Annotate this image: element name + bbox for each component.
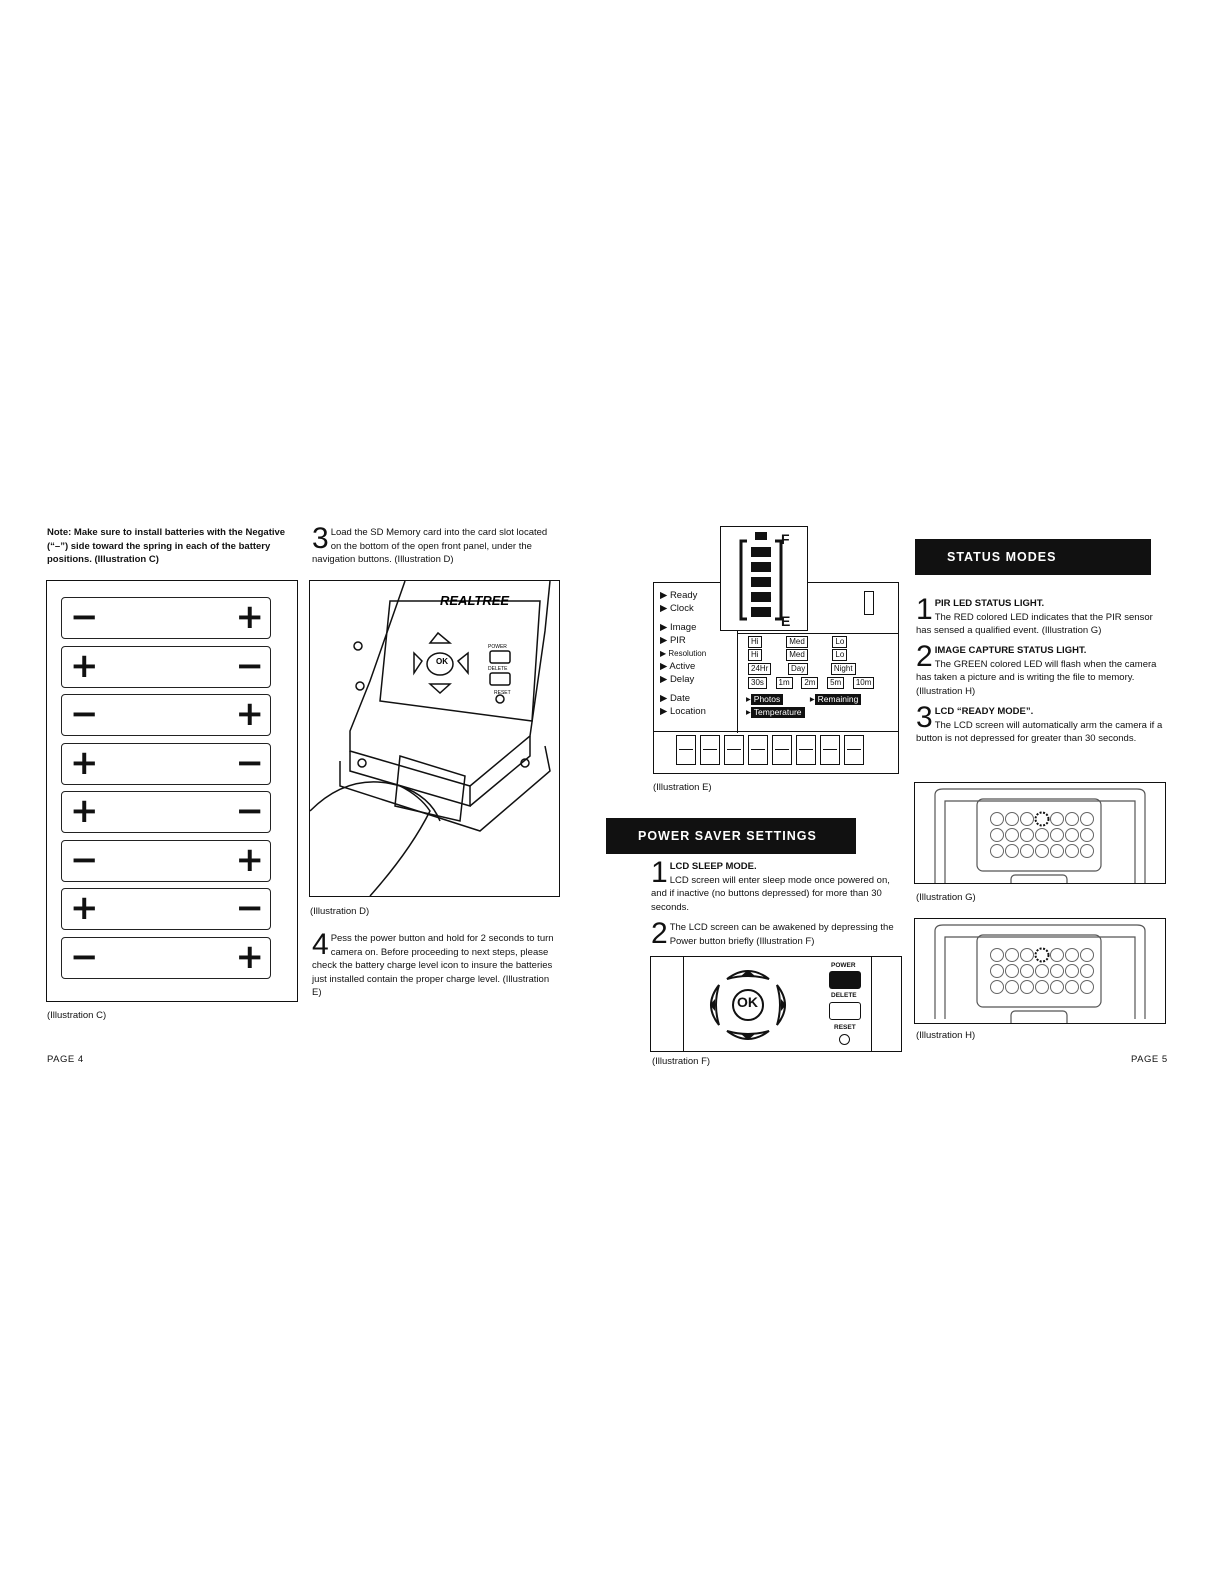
step-heading: PIR LED STATUS LIGHT.	[934, 598, 1045, 609]
ir-led-icon	[991, 949, 1004, 962]
lcd-pir-options	[748, 635, 847, 648]
ok-button-label: OK	[737, 994, 758, 1010]
lcd-photos-remaining: ▸ Photos ▸ Remaining	[746, 693, 861, 706]
delay-5m: 5m	[827, 677, 844, 689]
lcd-label-date: ▶ Date	[660, 693, 691, 704]
pir-med: Med	[786, 636, 808, 648]
temperature-indicator: Temperature	[751, 707, 805, 718]
lcd-delay-options	[748, 676, 874, 689]
reset-button	[839, 1034, 850, 1045]
step-number: 3	[916, 701, 933, 734]
step-number: 4	[312, 928, 329, 961]
battery-empty-label: E	[781, 613, 791, 629]
negative-terminal-label: −	[235, 888, 264, 928]
negative-terminal-label: −	[70, 936, 99, 977]
illustration-c-battery-compartment	[46, 580, 298, 1002]
lcd-label-column	[660, 589, 706, 718]
positive-terminal-label: +	[235, 839, 264, 880]
status-step-3	[916, 701, 1166, 746]
step-heading: LCD SLEEP MODE.	[669, 861, 757, 872]
ir-led-icon	[1006, 981, 1019, 994]
lcd-label-pir: ▶ PIR	[660, 635, 686, 646]
remaining-indicator: Remaining	[815, 694, 862, 705]
ir-led-icon	[1066, 965, 1079, 978]
delay-10m: 10m	[853, 677, 875, 689]
ir-led-icon	[1021, 829, 1034, 842]
delete-label: DELETE	[488, 666, 508, 672]
power-label: POWER	[488, 644, 507, 650]
step-text: The LCD screen will automatically arm the camera if a button is not depressed for greater than 30 seconds.	[916, 719, 1163, 744]
status-led-icon	[1036, 949, 1049, 962]
lcd-label-delay: ▶ Delay	[660, 674, 695, 685]
step-4-power-on	[312, 928, 556, 1000]
battery-slot	[61, 888, 271, 930]
ir-led-icon	[1051, 845, 1064, 858]
delete-button-label: DELETE	[831, 992, 857, 999]
ir-led-icon	[1006, 845, 1019, 858]
active-day: Day	[788, 663, 808, 675]
res-hi: Hi	[748, 649, 762, 661]
small-battery-icon	[864, 591, 874, 615]
caption-illustration-h: (Illustration H)	[916, 1030, 976, 1041]
ir-led-icon	[1036, 845, 1049, 858]
negative-terminal-label: −	[70, 597, 99, 637]
ir-led-icon	[1081, 949, 1094, 962]
ir-led-icon	[1066, 981, 1079, 994]
delete-button	[829, 1002, 861, 1020]
delay-1m: 1m	[776, 677, 793, 689]
lcd-label-active: ▶ Active	[660, 661, 696, 672]
illustration-d-sd-card	[309, 580, 560, 897]
status-modes-heading: STATUS MODES	[915, 539, 1151, 575]
positive-terminal-label: +	[235, 936, 264, 977]
negative-terminal-label: −	[235, 742, 264, 783]
illustration-g-pir-led	[914, 782, 1166, 884]
step-text: Load the SD Memory card into the card slot located on the bottom of the open front panel, under the navigation buttons. (Illustration D)	[312, 527, 548, 565]
lcd-label-resolution: ▶ Resolution	[660, 649, 707, 658]
power-button	[829, 971, 861, 989]
battery-slot	[61, 646, 271, 688]
negative-terminal-label: −	[70, 694, 99, 734]
power-saver-settings-heading: POWER SAVER SETTINGS	[606, 818, 856, 854]
illustration-h-capture-led	[914, 918, 1166, 1024]
step-text: The GREEN colored LED will flash when the camera has taken a picture and is writing the file to memory. (Illustration H)	[916, 658, 1157, 697]
ir-led-icon	[1006, 949, 1019, 962]
ir-led-icon	[1066, 845, 1079, 858]
battery-slot	[61, 840, 271, 882]
lcd-label-ready: ▶ Ready	[660, 590, 698, 601]
delay-30s: 30s	[748, 677, 767, 689]
step-number: 1	[916, 593, 933, 626]
step-3-load-sd	[312, 522, 552, 567]
ir-led-icon	[991, 965, 1004, 978]
ir-led-icon	[1006, 813, 1019, 826]
ir-led-icon	[1036, 965, 1049, 978]
caption-illustration-d: (Illustration D)	[310, 906, 370, 917]
lcd-resolution-options	[748, 648, 847, 661]
step-number: 3	[312, 522, 329, 555]
step-text: The RED colored LED indicates that the PIR sensor has sensed a qualified event. (Illustration G)	[916, 611, 1153, 636]
ir-led-icon	[1051, 829, 1064, 842]
pir-lo: Lo	[832, 636, 847, 648]
illustration-f-button-panel	[650, 956, 902, 1052]
lcd-temperature: ▸ Temperature	[746, 706, 805, 719]
battery-slot	[61, 597, 271, 639]
power-saver-step-1	[651, 856, 901, 914]
res-med: Med	[786, 649, 808, 661]
ir-led-icon	[991, 829, 1004, 842]
battery-slot	[61, 743, 271, 785]
positive-terminal-label: +	[70, 645, 99, 686]
realtree-logo: REALTREE	[440, 593, 510, 608]
ir-led-icon	[1051, 949, 1064, 962]
ir-led-icon	[1051, 981, 1064, 994]
step-number: 2	[916, 640, 933, 673]
battery-slot	[61, 937, 271, 979]
pir-hi: Hi	[748, 636, 762, 648]
lcd-label-image: ▶ Image	[660, 622, 697, 633]
ir-led-icon	[1066, 949, 1079, 962]
positive-terminal-label: +	[70, 742, 99, 783]
step-heading: LCD “READY MODE”.	[934, 706, 1034, 717]
reset-button-label: RESET	[834, 1024, 856, 1031]
camera-sd-card-drawing	[310, 581, 559, 896]
step-text: Pess the power button and hold for 2 seconds to turn camera on. Before proceeding to next steps, please check the battery charge level icon to insure the batteries just installed contain the proper charge level. (Illustration E)	[312, 933, 554, 998]
res-lo: Lo	[832, 649, 847, 661]
ir-led-icon	[1021, 949, 1034, 962]
ir-led-icon	[1036, 981, 1049, 994]
negative-terminal-label: −	[70, 839, 99, 880]
ir-led-icon	[1021, 845, 1034, 858]
page-number-right: PAGE 5	[1131, 1054, 1168, 1065]
ir-led-icon	[1081, 829, 1094, 842]
status-step-1	[916, 593, 1166, 638]
led-panel-drawing-h	[915, 919, 1165, 1023]
battery-level-icon	[721, 527, 807, 630]
ir-led-icon	[1081, 813, 1094, 826]
ir-led-icon	[1021, 981, 1034, 994]
page-number-left: PAGE 4	[47, 1054, 84, 1065]
active-night: Night	[831, 663, 856, 675]
led-panel-drawing-g	[915, 783, 1165, 883]
positive-terminal-label: +	[70, 791, 99, 831]
battery-slot	[61, 791, 271, 833]
negative-terminal-label: −	[235, 791, 264, 831]
ir-led-icon	[1051, 965, 1064, 978]
negative-terminal-label: −	[235, 645, 264, 686]
step-heading: IMAGE CAPTURE STATUS LIGHT.	[934, 645, 1087, 656]
status-step-2	[916, 640, 1166, 698]
battery-level-callout	[720, 526, 808, 631]
ir-led-icon	[991, 845, 1004, 858]
active-24hr: 24Hr	[748, 663, 771, 675]
caption-illustration-c: (Illustration C)	[47, 1010, 107, 1021]
power-saver-step-2	[651, 917, 903, 950]
ir-led-icon	[1081, 981, 1094, 994]
lcd-label-clock: ▶ Clock	[660, 603, 694, 614]
step-number: 1	[651, 856, 668, 889]
positive-terminal-label: +	[70, 888, 99, 928]
ir-led-icon	[1006, 829, 1019, 842]
ir-led-icon	[1066, 813, 1079, 826]
status-led-icon	[1036, 813, 1049, 826]
battery-full-label: F	[781, 531, 790, 547]
power-button-label: POWER	[831, 962, 856, 969]
ir-led-icon	[1066, 829, 1079, 842]
battery-note: Note: Make sure to install batteries with the Negative (“–”) side toward the spring in each of the battery positions. (Illustration C)	[47, 527, 286, 565]
lcd-label-location: ▶ Location	[660, 706, 706, 717]
step-text: LCD screen will enter sleep mode once powered on, and if inactive (no buttons depressed) for more than 30 seconds.	[651, 874, 890, 913]
reset-label: RESET	[494, 690, 511, 696]
caption-illustration-e: (Illustration E)	[653, 782, 712, 793]
step-text: The LCD screen can be awakened by depressing the Power button briefly (Illustration F)	[669, 922, 894, 947]
caption-illustration-g: (Illustration G)	[916, 892, 976, 903]
ir-led-icon	[1021, 965, 1034, 978]
ir-led-icon	[1081, 965, 1094, 978]
ir-led-icon	[1036, 829, 1049, 842]
ok-button-label: OK	[436, 657, 448, 666]
lcd-segment-digits	[676, 735, 868, 770]
lcd-active-options	[748, 662, 856, 675]
ir-led-icon	[1021, 813, 1034, 826]
ir-led-icon	[991, 981, 1004, 994]
photos-indicator: Photos	[751, 694, 783, 705]
positive-terminal-label: +	[235, 694, 264, 734]
battery-slot	[61, 694, 271, 736]
delay-2m: 2m	[801, 677, 818, 689]
ir-led-icon	[1006, 965, 1019, 978]
caption-illustration-f: (Illustration F)	[652, 1056, 711, 1067]
step-number: 2	[651, 917, 668, 950]
ir-led-icon	[991, 813, 1004, 826]
ir-led-icon	[1051, 813, 1064, 826]
positive-terminal-label: +	[235, 597, 264, 637]
ir-led-icon	[1081, 845, 1094, 858]
